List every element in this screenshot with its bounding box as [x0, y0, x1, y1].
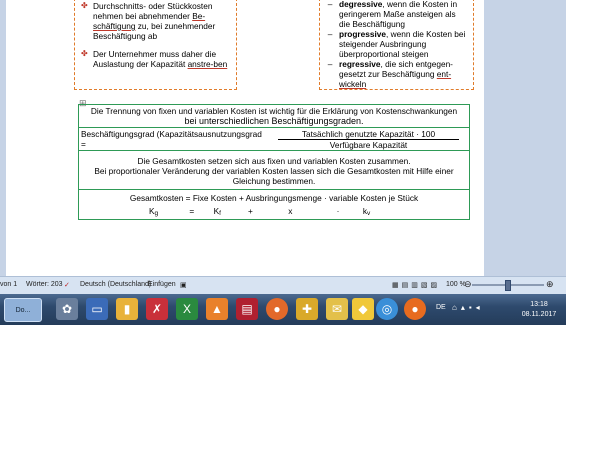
- bullet-icon: ✤: [81, 1, 88, 10]
- zoom-out-icon[interactable]: ⊖: [464, 279, 472, 289]
- list-item-text: Der Unternehmer muss daher die Auslastung der Kapazität anstre-ben: [93, 49, 228, 69]
- firefox-icon[interactable]: ●: [266, 298, 288, 320]
- taskbar: [0, 294, 566, 325]
- macro-icon[interactable]: ▣: [180, 282, 187, 289]
- right-gutter: [484, 0, 566, 276]
- utilization-fraction: Tatsächlich genutzte Kapazität · 100 Verfügbare Kapazität: [268, 128, 470, 151]
- formula-text: Gesamtkosten = Fixe Kosten + Ausbringungsmenge · variable Kosten je Stück: [129, 193, 419, 203]
- word-doc-icon[interactable]: Do...: [4, 298, 42, 322]
- list-item: – degressive, wenn die Kosten in geringerem Maße ansteigen als die Beschäftigung: [327, 0, 458, 29]
- right-note-box: [319, 0, 474, 90]
- list-item-text: Durchschnitts- oder Stückkosten nehmen bei abnehmender Be-schäftigung zu, bei zunehmender Beschäftigung ab: [93, 1, 216, 41]
- settings-icon[interactable]: ✿: [56, 298, 78, 320]
- orange-app-icon[interactable]: ◆: [352, 298, 374, 320]
- table-row: Die Trennung von fixen und variablen Kosten ist wichtig für die Erklärung von Kostenschwankungen bei unterschiedlichen Beschäftigungsgraden.: [79, 105, 470, 128]
- mail-icon[interactable]: ✉: [326, 298, 348, 320]
- excel-icon[interactable]: X: [176, 298, 198, 320]
- app-red-icon[interactable]: ✗: [146, 298, 168, 320]
- chat-icon[interactable]: ●: [404, 298, 426, 320]
- zoom-in-icon[interactable]: ⊕: [546, 279, 554, 289]
- table-move-handle-icon[interactable]: ⊞: [79, 98, 87, 108]
- view-buttons-icon[interactable]: ▦▤▥▧▨: [392, 282, 441, 289]
- chat-icon[interactable]: ◎: [376, 298, 398, 320]
- notes-icon[interactable]: ▤: [236, 298, 258, 320]
- word-count[interactable]: Wörter: 203: [26, 281, 63, 288]
- table-row: [79, 190, 470, 220]
- table-row: Die Gesamtkosten setzen sich aus fixen und variablen Kosten zusammen. Bei proportionaler Veränderung der variablen Kosten lassen sich die Gesamtkosten mit Hilfe einer Gleichung bestimmen.: [79, 151, 470, 190]
- proofing-icon[interactable]: ✓: [64, 282, 70, 289]
- explorer-folder-icon[interactable]: ▭: [86, 298, 108, 320]
- insert-mode[interactable]: Einfügen: [148, 281, 176, 288]
- zoom-level[interactable]: 100 %: [446, 281, 466, 288]
- language-indicator[interactable]: Deutsch (Deutschland): [80, 281, 152, 288]
- media-icon[interactable]: ▮: [116, 298, 138, 320]
- puzzle-icon[interactable]: ✚: [296, 298, 318, 320]
- list-item: [81, 1, 230, 41]
- list-item: – regressive, die sich entgegen-gesetzt zur Beschäftigung ent-wickeln: [327, 59, 453, 89]
- left-note-box: [74, 0, 237, 90]
- vlc-icon[interactable]: ▲: [206, 298, 228, 320]
- status-bar: [0, 276, 566, 294]
- list-item: [81, 49, 230, 69]
- page-count[interactable]: von 1: [0, 281, 18, 288]
- formula-symbols: Kg = Kf + x · kv: [149, 206, 371, 217]
- table-row: [79, 128, 470, 151]
- input-language[interactable]: DE: [436, 304, 446, 311]
- zoom-slider-handle[interactable]: [505, 280, 511, 291]
- tray-icons-icon[interactable]: ⌂▴▪◂: [452, 303, 484, 312]
- bullet-icon: ✤: [81, 49, 88, 58]
- list-item: – progressive, wenn die Kosten bei steigender Ausbringung überproportional steigen: [327, 29, 466, 59]
- utilization-label: Beschäftigungsgrad (Kapazitätsausnutzungsgrad =: [79, 128, 269, 151]
- cost-table: [78, 104, 470, 220]
- clock[interactable]: 13:18 08.11.2017: [521, 301, 557, 318]
